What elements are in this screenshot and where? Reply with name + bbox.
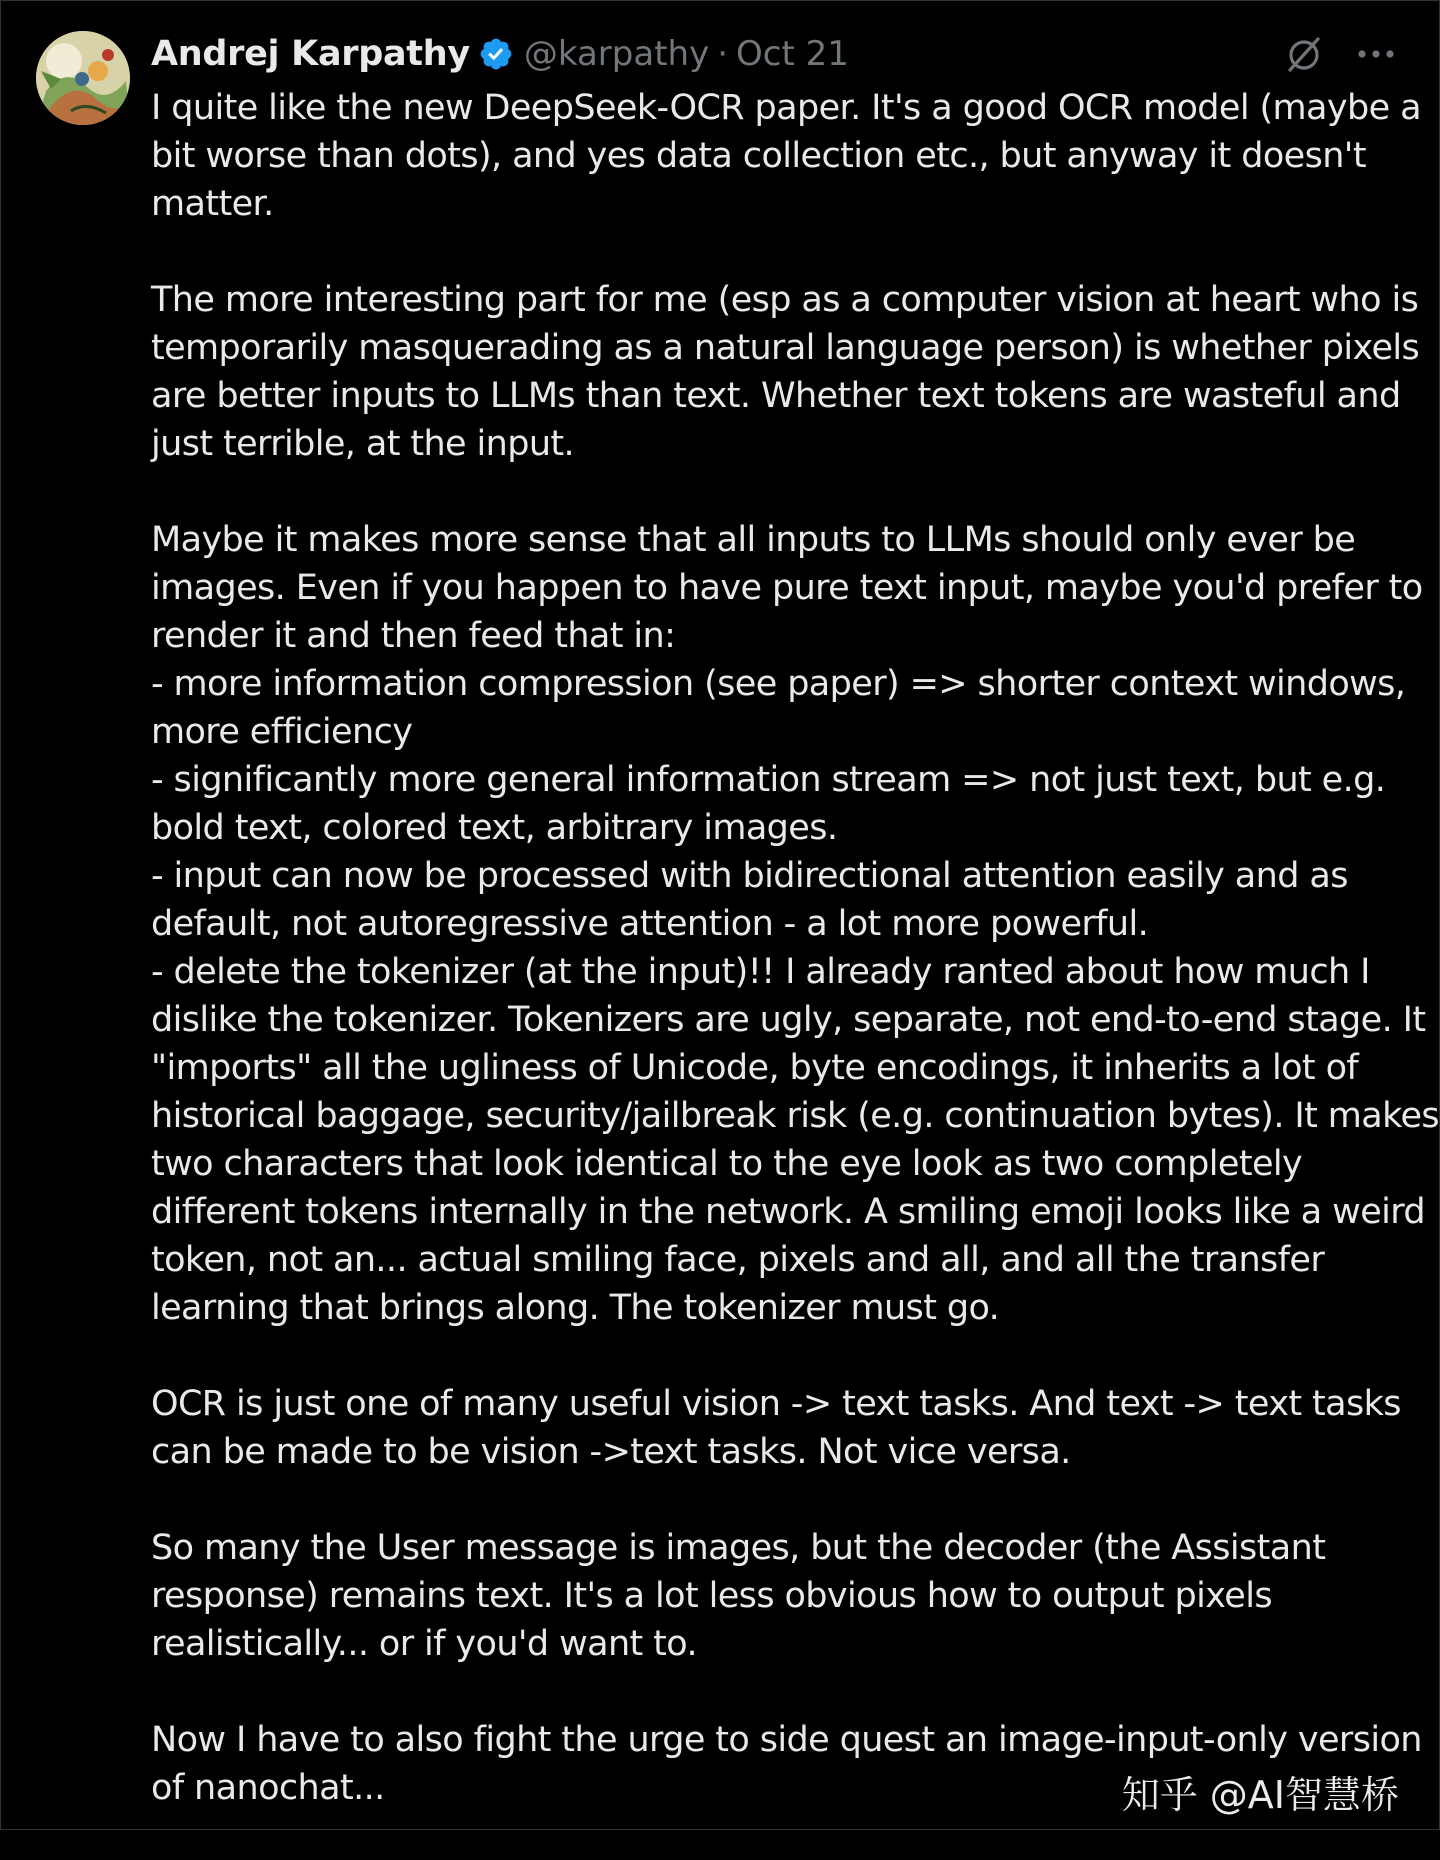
tweet-text-line: "imports" all the ugliness of Unicode, byte encodings, it inherits a lot of	[151, 1048, 1359, 1088]
tweet-text-line: - delete the tokenizer (at the input)!! I already ranted about how much I	[151, 952, 1370, 992]
tweet-text-line: OCR is just one of many useful vision -> text tasks. And text -> text tasks	[151, 1384, 1401, 1424]
tweet-paragraph	[151, 276, 1420, 468]
tweet-text-line: can be made to be vision ->text tasks. Not vice versa.	[151, 1432, 1071, 1472]
tweet-text-line: matter.	[151, 184, 274, 224]
tweet-text-line: two characters that look identical to the eye look as two completely	[151, 1144, 1303, 1184]
tweet-text-line: are better inputs to LLMs than text. Whether text tokens are wasteful and	[151, 376, 1401, 416]
author-handle[interactable]: @karpathy	[523, 34, 710, 74]
header-actions	[1281, 31, 1399, 77]
avatar-image	[36, 31, 130, 125]
tweet-header	[151, 29, 849, 79]
tweet-text-line: images. Even if you happen to have pure text input, maybe you'd prefer to	[151, 568, 1423, 608]
tweet-text-line: more efficiency	[151, 712, 413, 752]
tweet-text-line: historical baggage, security/jailbreak risk (e.g. continuation bytes). It makes	[151, 1096, 1440, 1136]
tweet-text-line: Maybe it makes more sense that all inputs to LLMs should only ever be	[151, 520, 1356, 560]
more-icon[interactable]	[1353, 31, 1399, 77]
verified-badge-icon	[478, 36, 514, 72]
watermark: 知乎 @AI智慧桥	[1121, 1773, 1399, 1817]
tweet-text-line: render it and then feed that in:	[151, 616, 676, 656]
tweet-text	[151, 84, 1440, 1860]
tweet-text-line: learning that brings along. The tokenizer must go.	[151, 1288, 1000, 1328]
tweet-paragraph	[151, 1524, 1401, 1668]
tweet-text-line: just terrible, at the input.	[151, 424, 575, 464]
tweet-text-line: different tokens internally in the network. A smiling emoji looks like a weird	[151, 1192, 1426, 1232]
tweet-text-line: - more information compression (see paper) => shorter context windows,	[151, 664, 1406, 704]
tweet-text-line: I quite like the new DeepSeek-OCR paper. It's a good OCR model (maybe a	[151, 88, 1421, 128]
avatar[interactable]	[36, 31, 130, 125]
tweet-text-line: response) remains text. It's a lot less obvious how to output pixels	[151, 1576, 1272, 1616]
post-date[interactable]: Oct 21	[736, 34, 849, 74]
tweet-text-line: So many the User message is images, but the decoder (the Assistant	[151, 1528, 1326, 1568]
tweet-text-line: realistically... or if you'd want to.	[151, 1624, 698, 1664]
tweet-text-line: temporarily masquerading as a natural language person) is whether pixels	[151, 328, 1420, 368]
tweet-text-line: - input can now be processed with bidirectional attention easily and as	[151, 856, 1348, 896]
tweet-text-line: - significantly more general information stream => not just text, but e.g.	[151, 760, 1386, 800]
tweet-text-line: bit worse than dots), and yes data collection etc., but anyway it doesn't	[151, 136, 1366, 176]
tweet-text-line: dislike the tokenizer. Tokenizers are ugly, separate, not end-to-end stage. It	[151, 1000, 1426, 1040]
tweet-text-line: default, not autoregressive attention - a lot more powerful.	[151, 904, 1149, 944]
tweet-paragraph	[151, 1380, 1401, 1476]
author-name[interactable]: Andrej Karpathy	[151, 34, 470, 74]
tweet-text-line: of nanochat...	[151, 1768, 385, 1808]
tweet-paragraph	[151, 84, 1421, 228]
tweet-paragraph	[151, 516, 1440, 1332]
grok-icon[interactable]	[1281, 31, 1327, 77]
tweet-text-line: bold text, colored text, arbitrary images.	[151, 808, 838, 848]
tweet-text-line: token, not an... actual smiling face, pixels and all, and all the transfer	[151, 1240, 1325, 1280]
header-separator: ·	[717, 34, 729, 74]
tweet-text-line: The more interesting part for me (esp as a computer vision at heart who is	[151, 280, 1419, 320]
tweet-text-line: Now I have to also fight the urge to side quest an image-input-only version	[151, 1720, 1422, 1760]
